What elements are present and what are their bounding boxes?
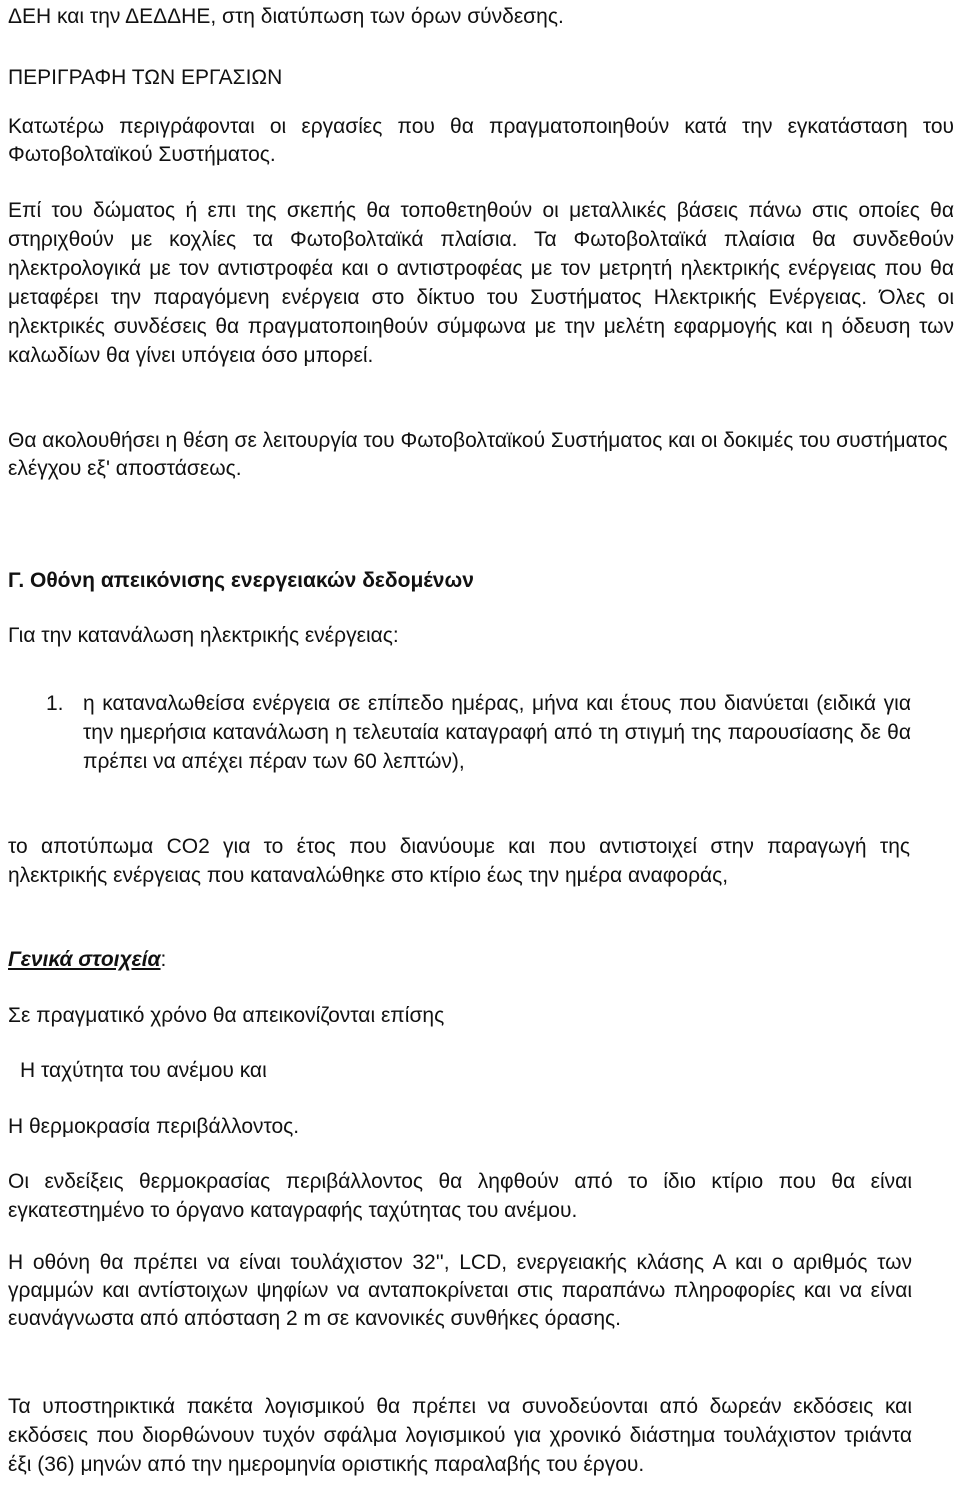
list-item-text: η καταναλωθείσα ενέργεια σε επίπεδο ημέρας, μήνα και έτους που διανύεται (ειδικά για την ημερήσια κατανάλωση η τελευταία καταγραφή από τη στιγμή της παρουσίασης δε θα πρέπει να απέχει πέραν των 60 λεπτών), — [83, 692, 911, 773]
temperature-paragraph: Οι ενδείξεις θερμοκρασίας περιβάλλοντος θα ληφθούν από το ίδιο κτίριο που θα είναι εγκατεστημένο το όργανο καταγραφής ταχύτητας του ανέμου. — [8, 1170, 912, 1222]
intro-line: ΔΕΗ και την ΔΕΔΔΗΕ, στη διατύπωση των όρων σύνδεσης. — [8, 5, 564, 28]
section-c-heading: Γ. Οθόνη απεικόνισης ενεργειακών δεδομένων — [8, 569, 474, 592]
works-intro: Κατωτέρω περιγράφονται οι εργασίες που θα πραγματοποιηθούν κατά την εγκατάσταση του Φωτοβολταϊκού Συστήματος. — [8, 115, 954, 166]
consumption-label: Για την κατανάλωση ηλεκτρικής ενέργειας: — [8, 624, 399, 647]
list-item — [8, 689, 911, 776]
screen-paragraph: Η οθόνη θα πρέπει να είναι τουλάχιστον 32'', LCD, ενεργειακής κλάσης Α και ο αριθμός των γραμμών και αντίστοιχων ψηφίων να ανταποκρίνεται στις παραπάνω πληροφορίες και να είναι ευανάγνωστα από απόσταση 2 m σε κανονικές συνθήκες όρασης. — [8, 1251, 912, 1330]
works-heading: ΠΕΡΙΓΡΑΦΗ ΤΩΝ ΕΡΓΑΣΙΩΝ — [8, 66, 283, 89]
general-label: Γενικά στοιχεία — [8, 948, 161, 971]
general-heading — [8, 945, 954, 974]
installation-paragraph: Επί του δώματος ή επι της σκεπής θα τοποθετηθούν οι μεταλλικές βάσεις πάνω στις οποίες θα στηριχθούν με κοχλίες τα Φωτοβολταϊκά πλαίσια. Τα Φωτοβολταϊκά πλαίσια θα συνδεθούν ηλεκτρολογικά με τον αντιστροφέα και ο αντιστροφέας με τον μετρητή ηλεκτρικής ενέργειας που θα μεταφέρει την παραγόμενη ενέργεια στο δίκτυο του Συστήματος Ηλεκτρικής Ενέργειας. Όλες οι ηλεκτρικές συνδέσεις θα πραγματοποιηθούν σύμφωνα με την μελέτη εφαρμογής και η όδευση των καλωδίων θα γίνει υπόγεια όσο μπορεί. — [8, 199, 954, 367]
wind-line: Η ταχύτητα του ανέμου και — [20, 1059, 267, 1082]
software-paragraph: Τα υποστηρικτικά πακέτα λογισμικού θα πρέπει να συνοδεύονται από δωρεάν εκδόσεις και εκδόσεις που διορθώνουν τυχόν σφάλμα λογισμικού για χρονικό διάστημα τουλάχιστον τριάντα έξι (36) μηνών από την ημερομηνία οριστικής παραλαβής του έργου. — [8, 1395, 912, 1476]
temperature-line: Η θερμοκρασία περιβάλλοντος. — [8, 1115, 300, 1138]
operation-paragraph: Θα ακολουθήσει η θέση σε λειτουργία του Φωτοβολταϊκού Συστήματος και οι δοκιμές του συστήματος ελέγχου εξ' αποστάσεως. — [8, 429, 948, 480]
list-item-number: 1. — [46, 692, 64, 715]
realtime-line: Σε πραγματικό χρόνο θα απεικονίζονται επίσης — [8, 1004, 445, 1027]
general-colon: : — [160, 948, 167, 971]
co2-paragraph: το αποτύπωμα CO2 για το έτος που διανύουμε και που αντιστοιχεί στην παραγωγή της ηλεκτρικής ενέργειας που καταναλώθηκε στο κτίριο έως την ημέρα αναφοράς, — [8, 835, 910, 887]
